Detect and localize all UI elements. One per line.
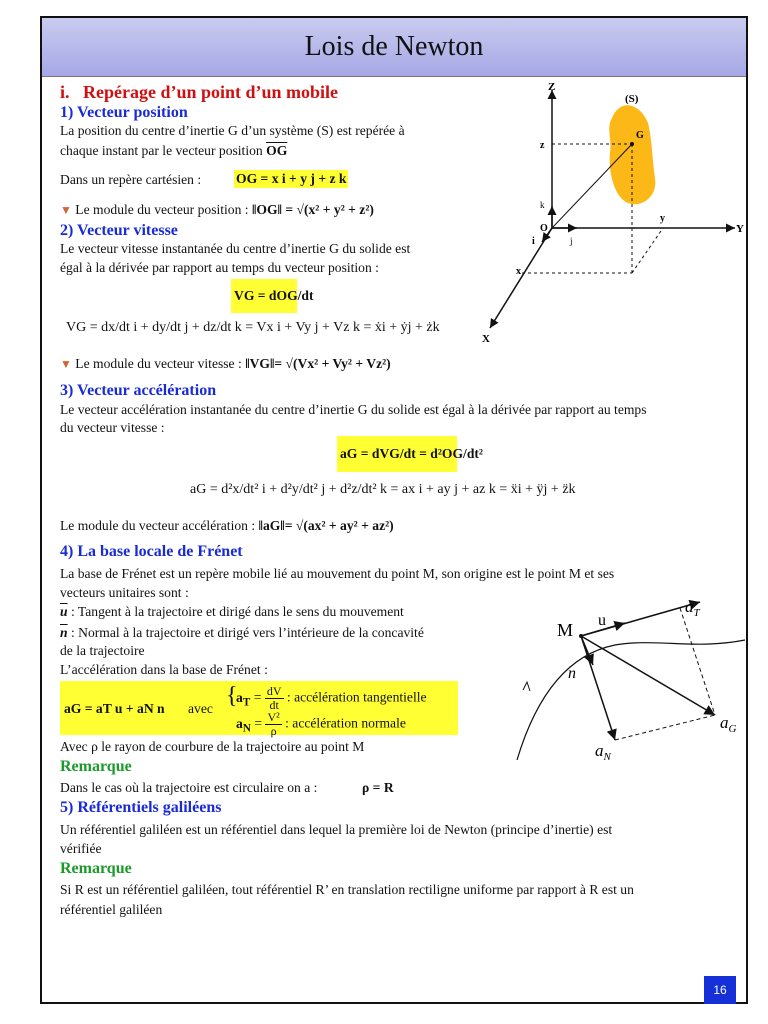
s4-paragraph-line1: La base de Frénet est un repère mobile lié au mouvement du point M, son origine est le point M et ses [60, 566, 615, 581]
label-x-coord: x [516, 266, 521, 277]
velocity-expansion-eq: VG = dx/dt i + dy/dt j + dz/dt k = Vx i + Vy j + Vz k = ẋi + ẏj + żk [66, 320, 440, 335]
trajectory [517, 640, 745, 760]
brace: { [226, 683, 238, 709]
s5-paragraph-line2: vérifiée [60, 841, 102, 856]
remarque-text-2-line2: référentiel galiléen [60, 902, 163, 917]
position-module-line: ▼ Le module du vecteur position : ‖OG‖ = √(x² + y² + z²) [60, 202, 374, 217]
label-g: G [636, 130, 644, 141]
an-definition: $a_N$ = $\frac{\text{V²}}{\rho}$ : accélération normale [236, 710, 406, 738]
remarque-text-1: Dans le cas où la trajectoire est circulaire on a : [60, 780, 318, 795]
label-an: $a_N$ [595, 741, 611, 763]
ag-definition-eq: aG = dVG/dt = d²OG/dt² [340, 446, 483, 461]
velocity-module-line: ▼ Le module du vecteur vitesse : ‖VG‖= √(Vx² + Vy² + Vz²) [60, 356, 391, 371]
trajectory-direction [523, 682, 530, 691]
cartesian-axes-figure [480, 78, 750, 348]
label-u: u [598, 612, 606, 629]
label-m: M [557, 620, 574, 640]
section-heading-i: i. Repérage d’un point d’un mobile [60, 82, 339, 102]
frenet-figure [505, 590, 755, 770]
remarque-text-2-line1: Si R est un référentiel galiléen, tout référentiel R’ en translation rectiligne uniforme par rapport à R est un [60, 882, 634, 897]
avec-label: avec [188, 701, 213, 716]
velocity-module-eq: ‖VG‖= √(Vx² + Vy² + Vz²) [245, 356, 391, 371]
rho-equals-r: ρ = R [362, 780, 394, 795]
remarque-heading-1: Remarque [60, 758, 132, 775]
acceleration-module-line: Le module du vecteur accélération : ‖aG‖= √(ax² + ay² + az²) [60, 518, 394, 533]
heading-vecteur-acceleration: 3) Vecteur accélération [60, 382, 217, 399]
n-definition-cont: de la trajectoire [60, 643, 145, 658]
label-y-coord: y [660, 213, 665, 224]
y-projection [632, 228, 663, 273]
label-n: n [568, 665, 576, 682]
s4-paragraph-line2: vecteurs unitaires sont : [60, 585, 189, 600]
s1-paragraph-line1: La position du centre d’inertie G d’un système (S) est repérée à [60, 123, 405, 138]
dashed-at-ag [680, 608, 715, 715]
s3-paragraph-line1: Le vecteur accélération instantanée du centre d’inertie G du solide est égal à la dérivée par rapport au temps [60, 402, 647, 417]
position-module-eq: ‖OG‖ = √(x² + y² + z²) [251, 202, 374, 217]
label-j: j [570, 236, 573, 246]
label-ag: $a_G$ [720, 713, 737, 735]
heading-base-frenet: 4) La base locale de Frénet [60, 543, 243, 560]
frenet-accel-label: L’accélération dans la base de Frénet : [60, 662, 268, 677]
acceleration-module-eq: ‖aG‖= √(ax² + ay² + az²) [258, 518, 394, 533]
x-axis [490, 228, 552, 328]
label-z-axis: Z [548, 81, 556, 93]
heading-vecteur-vitesse: 2) Vecteur vitesse [60, 222, 178, 239]
s3-paragraph-line2: du vecteur vitesse : [60, 420, 165, 435]
point-m [579, 634, 583, 638]
label-at: $a_T$ [685, 597, 700, 619]
label-z-coord: z [540, 140, 545, 151]
vector-an [581, 636, 615, 740]
page-number-badge: 16 [704, 976, 736, 1004]
dashed-an-ag [615, 715, 715, 740]
solid-s [609, 105, 655, 204]
label-k: k [540, 200, 545, 210]
s2-paragraph-line1: Le vecteur vitesse instantanée du centre d’inertie G du solide est [60, 241, 411, 256]
acceleration-expansion-eq: aG = d²x/dt² i + d²y/dt² j + d²z/dt² k = ax i + ay j + az k = ẍi + ÿj + z̈k [190, 482, 576, 497]
frenet-equation: aG = aT u + aN n [64, 701, 165, 716]
u-definition: $\overline{u}$ : Tangent à la trajectoire et dirigé dans le sens du mouvement [60, 604, 404, 619]
cartesian-equation: OG = x i + y j + z k [236, 171, 347, 186]
at-definition: $a_T$ = $\frac{dV}{dt}$ : accélération tangentielle [236, 684, 427, 712]
s1-paragraph-line2: chaque instant par le vecteur position $\overline{OG}$ [60, 143, 288, 158]
label-o: O [540, 223, 548, 234]
s2-paragraph-line2: égal à la dérivée par rapport au temps du vecteur position : [60, 260, 379, 275]
s5-paragraph-line1: Un référentiel galiléen est un référentiel dans lequel la première loi de Newton (principe d’inertie) est [60, 822, 613, 837]
heading-vecteur-position: 1) Vecteur position [60, 104, 188, 121]
og-vector: $\overline{OG}$ [266, 143, 288, 158]
remarque-heading-2: Remarque [60, 860, 132, 877]
vector-ag [581, 636, 715, 715]
bullet-icon: ▼ [60, 357, 72, 371]
label-s: (S) [625, 93, 639, 105]
rho-text: Avec ρ le rayon de courbure de la trajectoire au point M [60, 739, 365, 754]
vg-definition-eq: VG = dOG/dt [234, 288, 314, 303]
page-title: Lois de Newton [42, 18, 746, 77]
label-y-axis: Y [736, 223, 744, 235]
heading-referentiels: 5) Référentiels galiléens [60, 799, 222, 816]
cartesian-label: Dans un repère cartésien : [60, 172, 202, 187]
label-i: i [532, 236, 535, 247]
bullet-icon: ▼ [60, 203, 72, 217]
label-x-axis: X [482, 333, 490, 345]
n-definition: $\overline{n}$ : Normal à la trajectoire et dirigé vers l’intérieure de la concavité [60, 625, 424, 640]
